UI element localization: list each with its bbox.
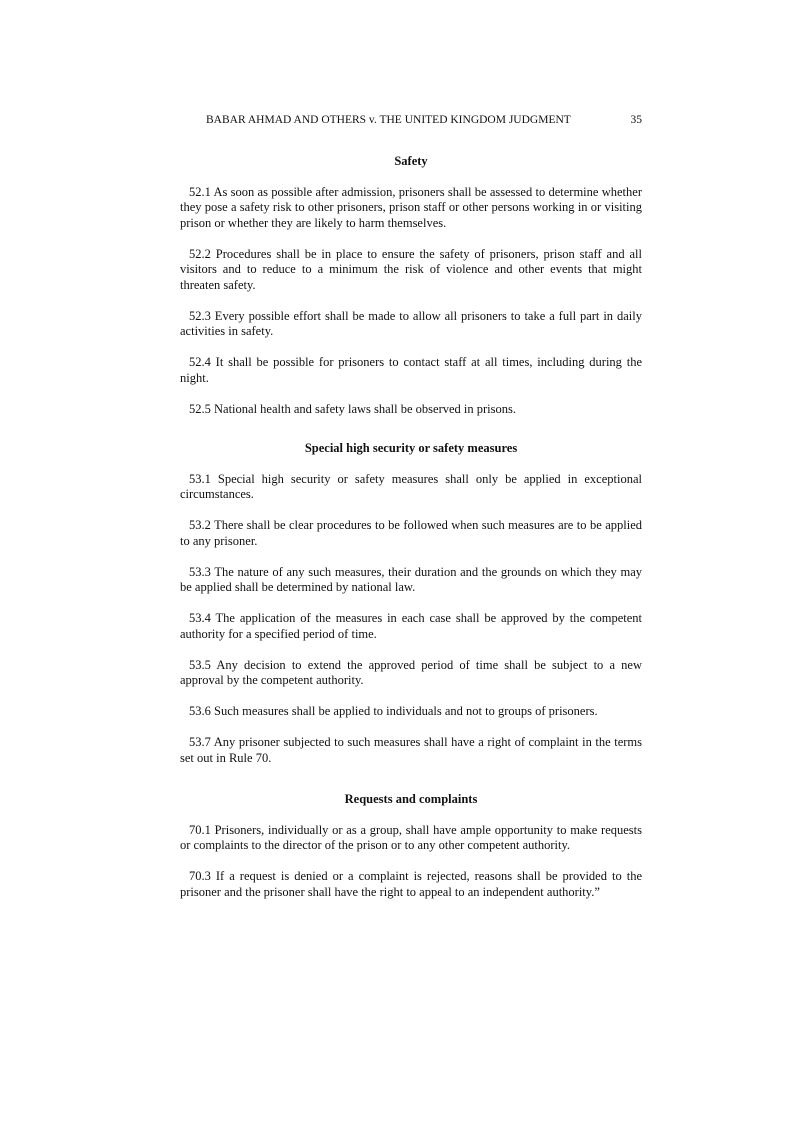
section-requests-complaints bbox=[180, 791, 642, 900]
paragraph-70-1: 70.1 Prisoners, individually or as a group, shall have ample opportunity to make requests or complaints to the director of the prison or to any other competent authority. bbox=[180, 822, 642, 852]
paragraph-52-5: 52.5 National health and safety laws shall be observed in prisons. bbox=[189, 401, 517, 416]
paragraph-53-2: 53.2 There shall be clear procedures to be followed when such measures are to be applied to any prisoner. bbox=[180, 518, 642, 548]
section-special-high-security bbox=[180, 440, 642, 766]
paragraph-53-3: 53.3 The nature of any such measures, their duration and the grounds on which they may be applied shall be determined by national law. bbox=[180, 564, 642, 594]
section-safety bbox=[180, 153, 642, 417]
paragraph-53-6: 53.6 Such measures shall be applied to individuals and not to groups of prisoners. bbox=[189, 704, 598, 718]
paragraph-53-4: 53.4 The application of the measures in each case shall be approved by the competent authority for a specified period of time. bbox=[180, 611, 642, 641]
page-number: 35 bbox=[630, 114, 642, 126]
paragraph-52-2: 52.2 Procedures shall be in place to ensure the safety of prisoners, prison staff and all visitors and to reduce to a minimum the risk of violence and other events that might threaten safety. bbox=[180, 246, 642, 292]
section-heading: Special high security or safety measures bbox=[304, 441, 518, 455]
paragraph-52-1: 52.1 As soon as possible after admission, prisoners shall be assessed to determine whether they pose a safety risk to other prisoners, prison staff or other persons working in or visiting prison or whether they are likely to harm themselves. bbox=[180, 184, 642, 230]
paragraph-52-4: 52.4 It shall be possible for prisoners to contact staff at all times, including during the night. bbox=[180, 355, 642, 385]
paragraph-53-1: 53.1 Special high security or safety measures shall only be applied in exceptional circumstances. bbox=[180, 471, 642, 501]
document-title: BABAR AHMAD AND OTHERS v. THE UNITED KINGDOM JUDGMENT bbox=[206, 114, 571, 126]
section-heading: Safety bbox=[394, 154, 428, 168]
section-heading: Requests and complaints bbox=[344, 792, 478, 806]
paragraph-53-5: 53.5 Any decision to extend the approved period of time shall be subject to a new approval by the competent authority. bbox=[180, 657, 642, 687]
paragraph-53-7: 53.7 Any prisoner subjected to such measures shall have a right of complaint in the terms set out in Rule 70. bbox=[180, 735, 642, 765]
paragraph-52-3: 52.3 Every possible effort shall be made to allow all prisoners to take a full part in daily activities in safety. bbox=[180, 308, 642, 338]
paragraph-70-3: 70.3 If a request is denied or a complaint is rejected, reasons shall be provided to the prisoner and the prisoner shall have the right to appeal to an independent authority.” bbox=[180, 869, 642, 899]
